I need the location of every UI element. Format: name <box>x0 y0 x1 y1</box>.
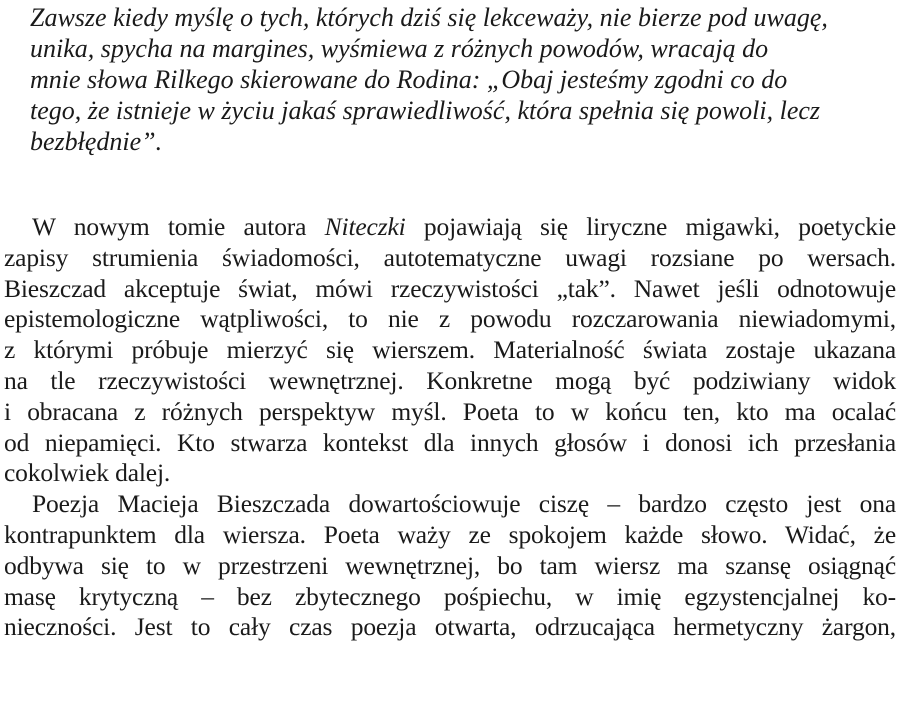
quote-line: Zawsze kiedy myślę o tych, których dziś się lekceważy, nie bierze pod uwagę, <box>30 3 828 32</box>
paragraph-line: Bieszczad akceptuje świat, mówi rzeczywistości „tak”. Nawet jeśli odnotowuje <box>4 273 896 303</box>
text-segment: pojawiają się liryczne migawki, poetyckie <box>405 212 896 241</box>
quote-line: mnie słowa Rilkego skierowane do Rodina: „Obaj jesteśmy zgodni co do <box>30 65 788 94</box>
paragraph-line: i obracana z różnych perspektyw myśl. Poeta to w końcu ten, kto ma ocalać <box>4 396 896 426</box>
text-segment: W nowym tomie autora <box>32 212 325 241</box>
paragraph-line: masę krytyczną – bez zbytecznego pośpiechu, w imię egzystencjalnej ko- <box>4 581 896 611</box>
paragraph-line: od niepamięci. Kto stwarza kontekst dla innych głosów i donosi ich przesłania <box>4 427 896 457</box>
body-text <box>4 212 896 643</box>
italic-quote-block <box>30 2 880 157</box>
quote-line: unika, spycha na margines, wyśmiewa z różnych powodów, wracają do <box>30 34 769 63</box>
paragraph-line: nieczności. Jest to cały czas poezja otwarta, odrzucająca hermetyczny żargon, <box>4 612 896 642</box>
paragraph-line: na tle rzeczywistości wewnętrznej. Konkretne mogą być podziwiany widok <box>4 365 896 395</box>
paragraph-line <box>4 212 896 243</box>
quote-line: tego, że istnieje w życiu jakaś sprawiedliwość, która spełnia się powoli, lecz <box>30 96 821 125</box>
paragraph-line: Poezja Macieja Bieszczada dowartościowuje ciszę – bardzo często jest ona <box>32 489 896 519</box>
paragraph-2 <box>4 489 896 643</box>
paragraph-line: epistemologiczne wątpliwości, to nie z powodu rozczarowania niewiadomymi, <box>4 304 896 334</box>
paragraph-line: kontrapunktem dla wiersza. Poeta waży ze spokojem każde słowo. Widać, że <box>4 519 896 549</box>
paragraph-line: z którymi próbuje mierzyć się wierszem. Materialność świata zostaje ukazana <box>4 335 896 365</box>
paragraph-line: cokolwiek dalej. <box>4 458 171 488</box>
paragraph-line: zapisy strumienia świadomości, autotematyczne uwagi rozsiane po wersach. <box>4 242 896 272</box>
paragraph-line: odbywa się to w przestrzeni wewnętrznej, bo tam wiersz ma szansę osiągnąć <box>4 550 896 580</box>
quote-line: bezbłędnie”. <box>30 127 163 156</box>
book-title: Niteczki <box>324 212 406 241</box>
paragraph-1 <box>4 212 896 489</box>
